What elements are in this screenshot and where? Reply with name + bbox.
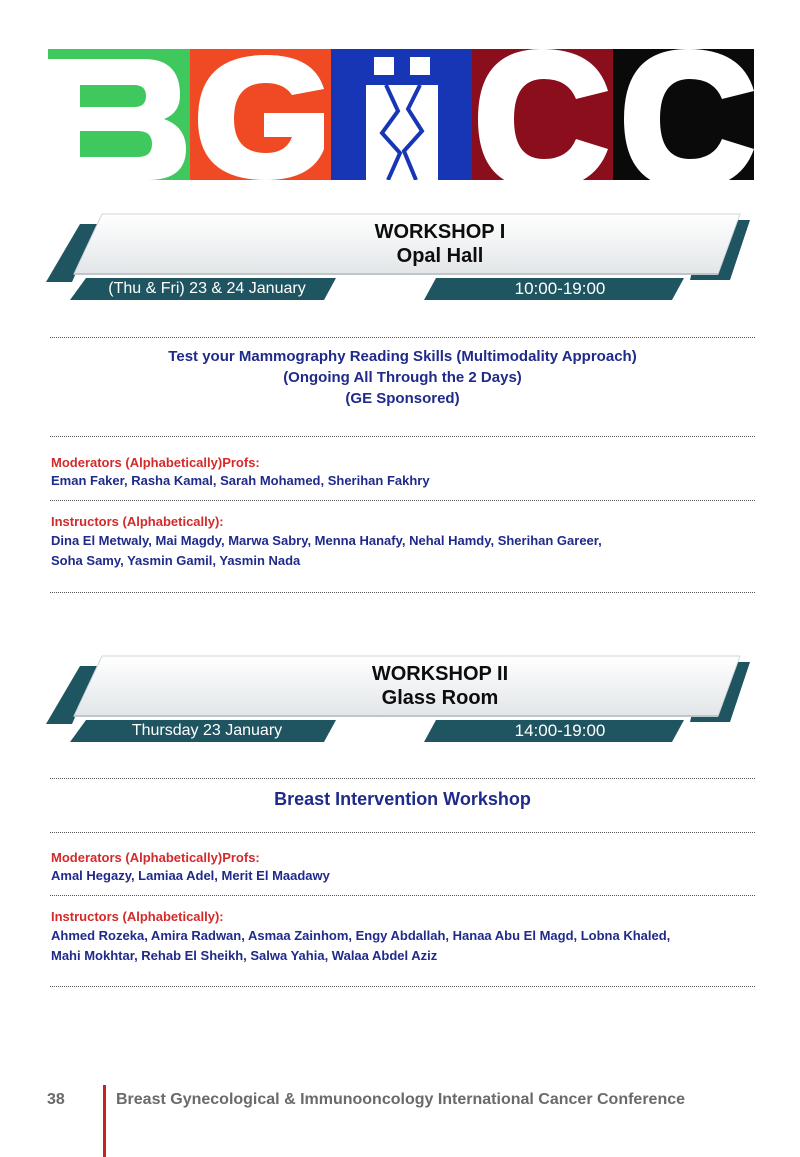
workshop-title: WORKSHOP I xyxy=(374,221,506,243)
moderators-names: Amal Hegazy, Lamiaa Adel, Merit El Maadawy xyxy=(51,868,330,883)
dotted-divider xyxy=(50,778,755,779)
moderators-list xyxy=(51,866,751,886)
conference-logo-banner xyxy=(48,49,754,180)
workshop-day: (Thu & Fri) 23 & 24 January xyxy=(108,280,306,297)
workshop-1-header xyxy=(40,210,760,310)
workshop-title: WORKSHOP II xyxy=(371,663,509,685)
topic-line: Breast Intervention Workshop xyxy=(274,789,531,809)
instructors-label: Instructors (Alphabetically): xyxy=(51,909,224,924)
footer-accent-bar xyxy=(103,1085,106,1157)
dotted-divider xyxy=(50,592,755,593)
dotted-divider xyxy=(50,436,755,437)
dotted-divider xyxy=(50,986,755,987)
bgicc-logo xyxy=(48,49,754,180)
topic-line: (Ongoing All Through the 2 Days) xyxy=(283,369,522,386)
topic-line: (GE Sponsored) xyxy=(345,390,460,407)
footer-conference-name: Breast Gynecological & Immunooncology International Cancer Conference xyxy=(116,1091,686,1108)
dotted-divider xyxy=(50,500,755,501)
workshop-2-header xyxy=(40,652,760,752)
moderators-list xyxy=(51,471,751,491)
instructors-line: Mahi Mokhtar, Rehab El Sheikh, Salwa Yahia, Walaa Abdel Aziz xyxy=(51,948,438,963)
dotted-divider xyxy=(50,895,755,896)
moderators-label: Moderators (Alphabetically)Profs: xyxy=(51,850,260,865)
instructors-line: Ahmed Rozeka, Amira Radwan, Asmaa Zainhom, Engy Abdallah, Hanaa Abu El Magd, Lobna Khaled, xyxy=(51,928,671,943)
workshop-time: 14:00-19:00 xyxy=(514,721,606,740)
workshop-venue: Opal Hall xyxy=(396,245,484,267)
workshop-2-topic xyxy=(50,788,755,810)
workshop-time: 10:00-19:00 xyxy=(514,279,606,298)
instructors-list xyxy=(51,531,751,571)
instructors-label: Instructors (Alphabetically): xyxy=(51,514,224,529)
dotted-divider xyxy=(50,337,755,338)
workshop-day: Thursday 23 January xyxy=(131,722,283,739)
topic-line: Test your Mammography Reading Skills (Multimodality Approach) xyxy=(168,348,637,365)
instructors-line: Soha Samy, Yasmin Gamil, Yasmin Nada xyxy=(51,553,301,568)
moderators-names: Eman Faker, Rasha Kamal, Sarah Mohamed, Sherihan Fakhry xyxy=(51,473,430,488)
instructors-line: Dina El Metwaly, Mai Magdy, Marwa Sabry, Menna Hanafy, Nehal Hamdy, Sherihan Gareer, xyxy=(51,533,602,548)
workshop-venue: Glass Room xyxy=(381,687,499,709)
moderators-label: Moderators (Alphabetically)Profs: xyxy=(51,455,260,470)
workshop-1-topic xyxy=(50,346,755,409)
dotted-divider xyxy=(50,832,755,833)
instructors-list xyxy=(51,926,751,966)
page-number: 38 xyxy=(47,1091,65,1108)
